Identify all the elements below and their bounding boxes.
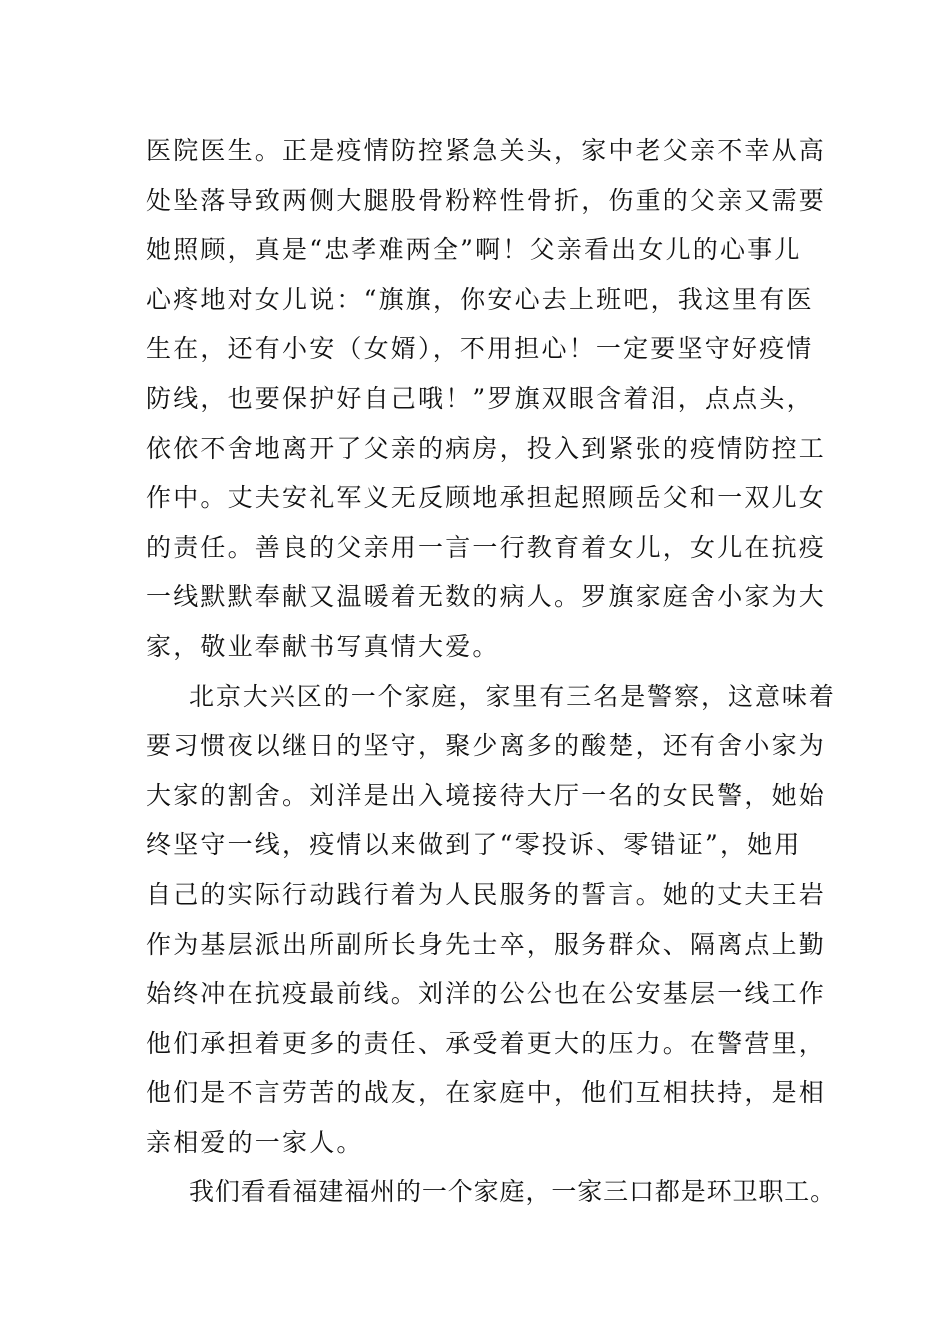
text-line: 终坚守一线，疫情以来做到了“零投诉、零错证”，她用: [146, 830, 802, 860]
text-line: 大家的割舍。刘洋是出入境接待大厅一名的女民警，她始: [146, 780, 827, 810]
text-line: 家，敬业奉献书写真情大爱。: [146, 631, 500, 661]
text-line: 始终冲在抗疫最前线。刘洋的公公也在公安基层一线工作: [146, 979, 827, 1009]
text-line: 亲相爱的一家人。: [146, 1127, 364, 1157]
text-line: 防线，也要保护好自己哦！”罗旗双眼含着泪，点点头，: [146, 383, 814, 413]
text-line: 生在，还有小安（女婿），不用担心！一定要坚守好疫情: [146, 334, 814, 364]
text-line: 作中。丈夫安礼军义无反顾地承担起照顾岳父和一双儿女: [146, 483, 827, 513]
body-text: [146, 126, 836, 1217]
text-line: 他们是不言劳苦的战友，在家庭中，他们互相扶持，是相: [146, 1078, 827, 1108]
text-line: 心疼地对女儿说：“旗旗，你安心去上班吧，我这里有医: [146, 284, 814, 314]
text-line: 自己的实际行动践行着为人民服务的誓言。她的丈夫王岩: [146, 879, 827, 909]
text-line: 她照顾，真是“忠孝难两全”啊！父亲看出女儿的心事儿: [146, 235, 802, 265]
text-line: 要习惯夜以继日的坚守，聚少离多的酸楚，还有舍小家为: [146, 731, 827, 761]
text-line: 一线默默奉献又温暖着无数的病人。罗旗家庭舍小家为大: [146, 582, 827, 612]
text-line: 的责任。善良的父亲用一言一行教育着女儿，女儿在抗疫: [146, 532, 827, 562]
text-line: 依依不舍地离开了父亲的病房，投入到紧张的疫情防控工: [146, 433, 827, 463]
text-line: 医院医生。正是疫情防控紧急关头，家中老父亲不幸从高: [146, 136, 827, 165]
text-line: 作为基层派出所副所长身先士卒，服务群众、隔离点上勤: [146, 929, 827, 959]
paragraph-first-line: 我们看看福建福州的一个家庭，一家三口都是环卫职工。: [189, 1177, 837, 1207]
text-line: 处坠落导致两侧大腿股骨粉粹性骨折，伤重的父亲又需要: [146, 185, 827, 215]
text-line: 他们承担着更多的责任、承受着更大的压力。在警营里，: [146, 1028, 827, 1058]
paragraph-first-line: 北京大兴区的一个家庭，家里有三名是警察，这意味着: [189, 681, 836, 711]
